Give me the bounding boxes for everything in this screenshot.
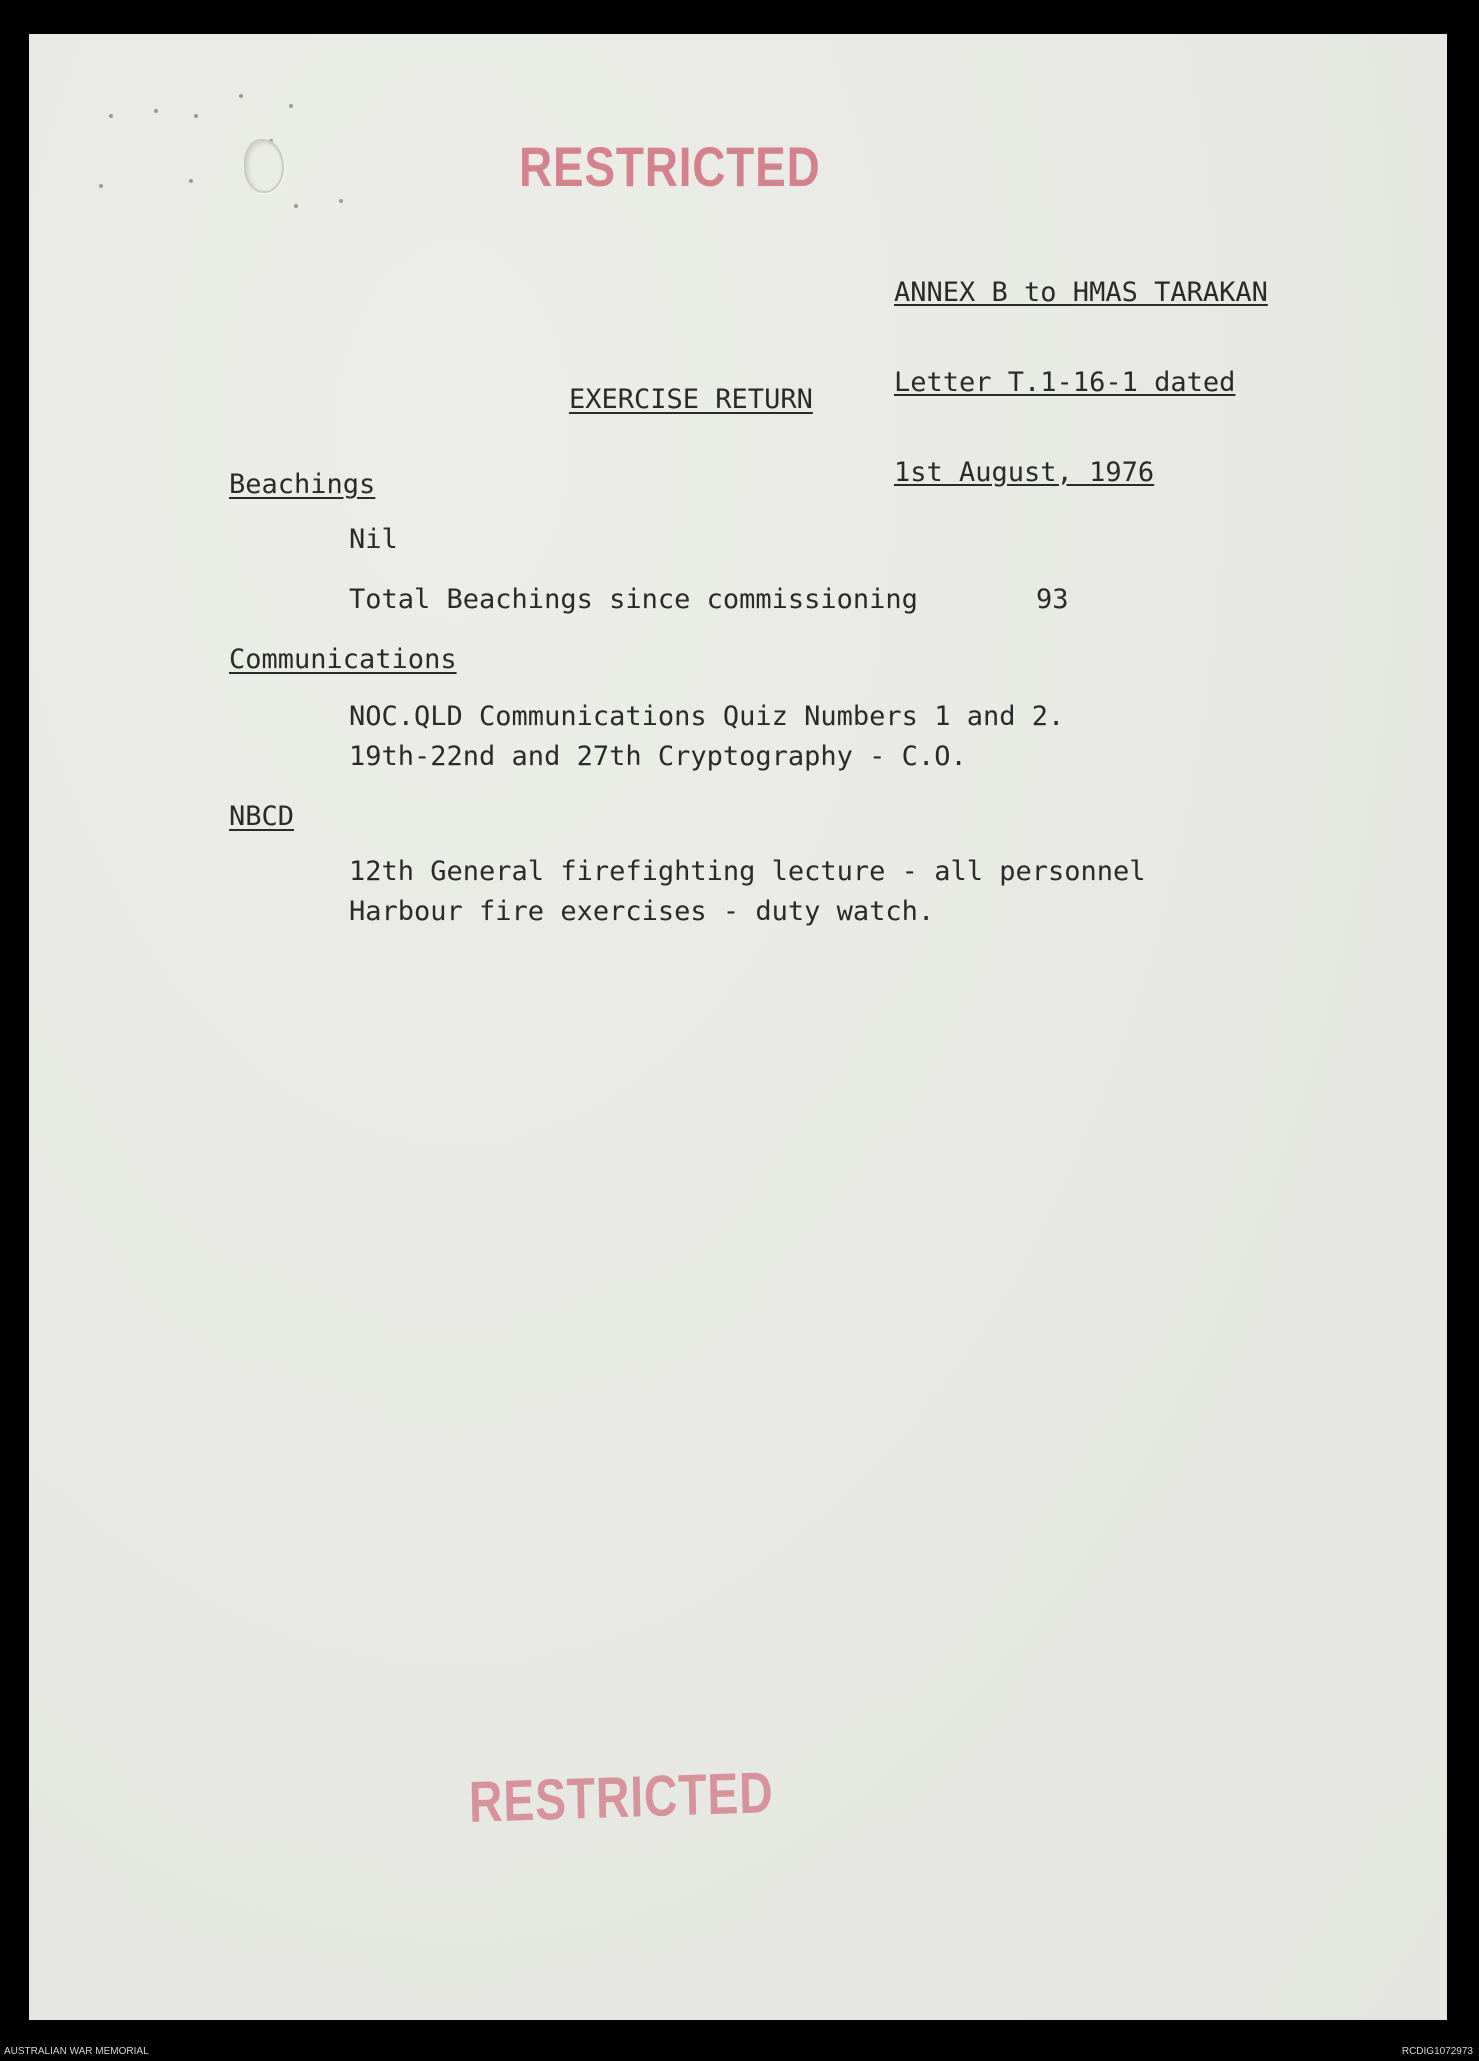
section-heading-beachings: Beachings (229, 469, 376, 500)
restricted-stamp-bottom: RESTRICTED (468, 1760, 775, 1835)
staple-hole (244, 139, 284, 193)
document-title: EXERCISE RETURN (569, 384, 813, 415)
document-page (29, 34, 1447, 2020)
nbcd-line-2: Harbour fire exercises - duty watch. (349, 896, 935, 927)
annex-line-2: Letter T.1-16-1 dated (894, 367, 1236, 398)
archive-reference-id: RCDIG1072973 (1401, 2046, 1473, 2057)
nbcd-line-1: 12th General firefighting lecture - all personnel (349, 856, 1146, 887)
section-heading-nbcd: NBCD (229, 801, 295, 832)
beachings-total-value: 93 (1036, 584, 1069, 615)
communications-line-2: 19th-22nd and 27th Cryptography - C.O. (349, 741, 967, 772)
punch-holes (89, 54, 409, 204)
annex-reference (894, 218, 1268, 548)
restricted-stamp-top: RESTRICTED (519, 135, 821, 198)
archive-credit: AUSTRALIAN WAR MEMORIAL (4, 2046, 149, 2057)
communications-line-1: NOC.QLD Communications Quiz Numbers 1 and 2. (349, 701, 1065, 732)
annex-line-1: ANNEX B to HMAS TARAKAN (894, 277, 1268, 308)
annex-line-3: 1st August, 1976 (894, 457, 1155, 488)
section-heading-communications: Communications (229, 644, 457, 675)
beachings-total-label: Total Beachings since commissioning (349, 584, 918, 615)
beachings-nil: Nil (349, 524, 398, 555)
